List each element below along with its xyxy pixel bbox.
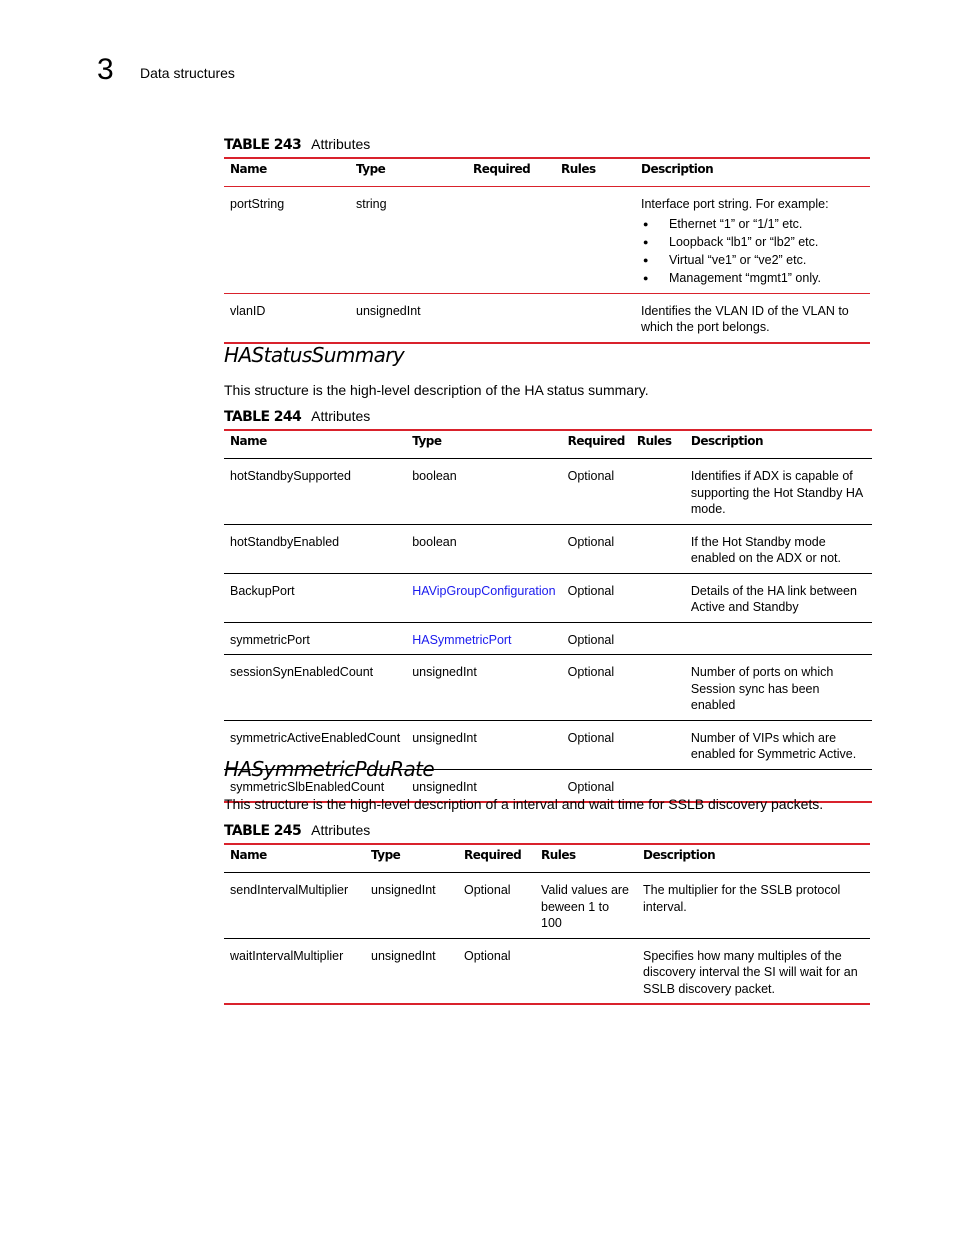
cell-required: Optional xyxy=(464,883,511,897)
cell-type xyxy=(406,622,561,655)
table-label: TABLE 245 xyxy=(224,823,302,839)
table-row xyxy=(224,938,870,1004)
cell-rules xyxy=(631,524,685,573)
cell-rules xyxy=(631,573,685,622)
cell-rules xyxy=(555,187,635,294)
cell-name: sendIntervalMultiplier xyxy=(230,883,349,897)
cell-description: Number of ports on which Session sync has been enabled xyxy=(690,665,834,712)
cell-required: Optional xyxy=(567,665,615,679)
attributes-table-243 xyxy=(224,157,870,344)
type-link-hasymmetricport[interactable]: HASymmetricPort xyxy=(412,632,512,647)
table-row xyxy=(224,459,872,525)
table-243-block xyxy=(224,134,870,344)
attributes-table-245 xyxy=(224,843,870,1005)
table-row xyxy=(224,524,872,573)
cell-required xyxy=(467,187,555,294)
cell-type: unsignedInt xyxy=(371,948,436,963)
cell-type: boolean xyxy=(412,534,457,549)
table-row xyxy=(224,622,872,655)
table-caption xyxy=(224,820,870,840)
cell-required: Optional xyxy=(567,583,615,598)
cell-required xyxy=(467,293,555,343)
cell-name: sessionSynEnabledCount xyxy=(230,665,374,679)
table-title: Attributes xyxy=(311,136,371,152)
cell-name: BackupPort xyxy=(230,583,295,598)
cell-name: symmetricPort xyxy=(230,632,310,647)
section-heading-hastatussummary: HAStatusSummary xyxy=(224,343,405,367)
column-header-description: Description xyxy=(641,162,714,176)
cell-description: Identifies if ADX is capable of supporting the Hot Standby HA mode. xyxy=(690,469,863,516)
cell-name: hotStandbyEnabled xyxy=(230,534,340,549)
cell-required: Optional xyxy=(464,948,511,963)
column-header-description: Description xyxy=(643,848,716,862)
chapter-number: 3 xyxy=(97,53,114,86)
cell-type: unsignedInt xyxy=(412,730,477,745)
table-header-row xyxy=(224,158,870,187)
table-caption xyxy=(224,134,870,154)
column-header-rules: Rules xyxy=(541,848,576,862)
section-intro-hasymmetricpdurate: This structure is the high-level description of a interval and wait time for SSLB discovery packets. xyxy=(224,796,824,812)
cell-type: string xyxy=(356,197,387,211)
cell-name: waitIntervalMultiplier xyxy=(230,948,344,963)
cell-description: Identifies the VLAN ID of the VLAN to which the port belongs. xyxy=(641,303,849,334)
cell-name: vlanID xyxy=(230,303,266,318)
list-item: ● Loopback “lb1” or “lb2” etc. xyxy=(641,233,864,251)
cell-description xyxy=(635,187,870,294)
cell-required: Optional xyxy=(567,632,615,647)
list-item: ● Ethernet “1” or “1/1” etc. xyxy=(641,215,864,233)
section-heading-hasymmetricpdurate: HASymmetricPduRate xyxy=(224,757,435,781)
column-header-required: Required xyxy=(464,848,522,862)
column-header-name: Name xyxy=(230,848,267,862)
cell-type xyxy=(406,573,561,622)
column-header-rules: Rules xyxy=(636,434,672,448)
column-header-required: Required xyxy=(567,434,625,448)
cell-name: hotStandbySupported xyxy=(230,469,351,483)
cell-rules xyxy=(555,293,635,343)
table-label: TABLE 244 xyxy=(224,409,302,425)
column-header-name: Name xyxy=(230,434,267,448)
cell-type: unsignedInt xyxy=(356,303,421,318)
cell-type: unsignedInt xyxy=(412,779,477,794)
cell-required: Optional xyxy=(567,779,615,794)
cell-name: symmetricActiveEnabledCount xyxy=(230,730,401,745)
table-title: Attributes xyxy=(311,822,371,838)
column-header-rules: Rules xyxy=(561,162,596,176)
cell-rules xyxy=(631,720,685,769)
cell-description: Number of VIPs which are enabled for Symmetric Active. xyxy=(690,730,857,761)
table-label: TABLE 243 xyxy=(224,137,302,153)
cell-name: symmetricSlbEnabledCount xyxy=(230,779,385,794)
cell-rules xyxy=(631,459,685,525)
table-row xyxy=(224,873,870,939)
cell-required: Optional xyxy=(567,534,615,549)
cell-rules: Valid values are beween 1 to 100 xyxy=(541,883,630,930)
table-row xyxy=(224,293,870,343)
column-header-type: Type xyxy=(356,162,386,176)
cell-type: unsignedInt xyxy=(412,665,477,679)
list-item: ● Management “mgmt1” only. xyxy=(641,269,864,287)
cell-required: Optional xyxy=(567,730,615,745)
table-row xyxy=(224,655,872,721)
cell-rules xyxy=(631,655,685,721)
description-text: Interface port string. For example: xyxy=(641,197,829,211)
table-row xyxy=(224,187,870,294)
cell-description: Specifies how many multiples of the discovery interval the SI will wait for an SSLB discovery packet. xyxy=(643,948,858,996)
table-245-block xyxy=(224,820,870,1005)
cell-rules xyxy=(631,622,685,655)
table-header-row xyxy=(224,430,872,459)
column-header-name: Name xyxy=(230,162,267,176)
column-header-required: Required xyxy=(473,162,531,176)
table-caption xyxy=(224,406,872,426)
attributes-table-244 xyxy=(224,429,872,803)
column-header-description: Description xyxy=(690,434,763,448)
table-title: Attributes xyxy=(311,408,371,424)
cell-type: unsignedInt xyxy=(371,883,436,897)
list-item: ● Virtual “ve1” or “ve2” etc. xyxy=(641,251,864,269)
cell-rules xyxy=(535,938,637,1004)
example-list xyxy=(641,215,864,287)
cell-description xyxy=(685,622,872,655)
column-header-type: Type xyxy=(371,848,401,862)
chapter-title: Data structures xyxy=(140,65,235,81)
cell-description: If the Hot Standby mode enabled on the ADX or not. xyxy=(690,534,841,565)
cell-description: The multiplier for the SSLB protocol interval. xyxy=(643,883,841,914)
cell-name: portString xyxy=(230,197,285,211)
cell-description: Details of the HA link between Active and Standby xyxy=(690,583,857,614)
type-link-havipgroupconfiguration[interactable]: HAVipGroupConfiguration xyxy=(412,583,556,598)
table-header-row xyxy=(224,844,870,873)
table-row xyxy=(224,573,872,622)
cell-type: boolean xyxy=(412,469,457,483)
table-244-block xyxy=(224,406,872,803)
column-header-type: Type xyxy=(412,434,442,448)
cell-required: Optional xyxy=(567,469,615,483)
section-intro-hastatussummary: This structure is the high-level description of the HA status summary. xyxy=(224,382,649,398)
